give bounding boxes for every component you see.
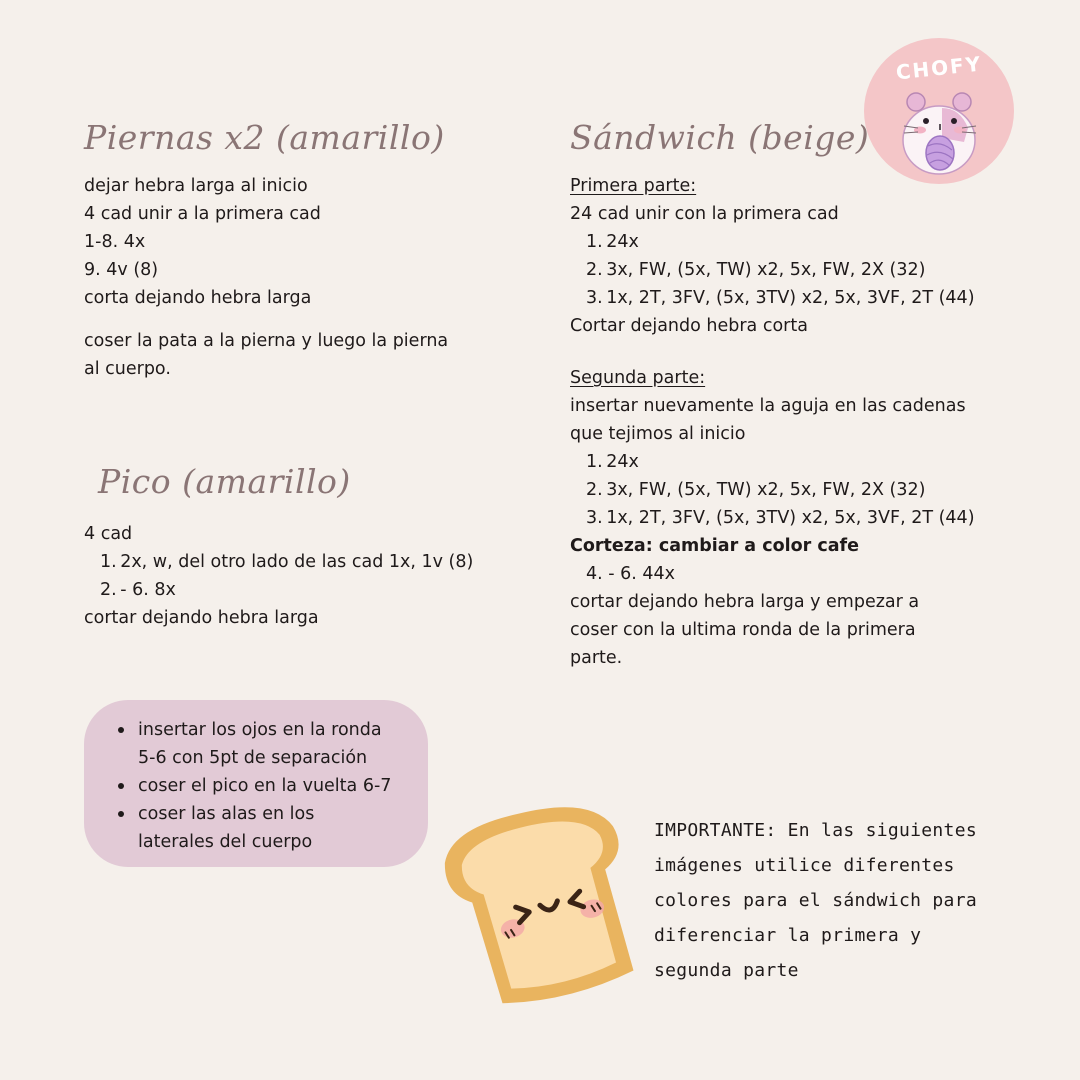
part2-outro: parte. [570,648,623,668]
part1-step: 1. 24x [586,232,639,252]
tip-item: coser el pico en la vuelta 6-7 [118,772,408,800]
legs-line: 4 cad unir a la primera cad [84,204,321,224]
beak-title: Pico (amarillo) [98,462,351,501]
part1-heading: Primera parte: [570,176,697,196]
legs-line: 9. 4v (8) [84,260,159,280]
sandwich-title: Sándwich (beige) [570,118,870,157]
part1-step: 3. 1x, 2T, 3FV, (5x, 3TV) x2, 5x, 3VF, 2T (44) [586,288,975,308]
important-note [654,813,977,988]
part2-step: 1. 24x [586,452,639,472]
part2-outro: coser con la ultima ronda de la primera [570,620,916,640]
chofy-logo [864,38,1014,184]
sandwich-instructions [570,172,975,672]
part1-step: 2. 3x, FW, (5x, TW) x2, 5x, FW, 2X (32) [586,260,926,280]
part1-outro: Cortar dejando hebra corta [570,316,808,336]
legs-note-line: al cuerpo. [84,359,171,379]
important-line: diferenciar la primera y [654,925,922,946]
legs-line: dejar hebra larga al inicio [84,176,308,196]
kawaii-toast-icon [440,800,650,1005]
beak-outro: cortar dejando hebra larga [84,608,319,628]
part1-intro: 24 cad unir con la primera cad [570,204,839,224]
legs-line: corta dejando hebra larga [84,288,312,308]
tip-item: insertar los ojos en la ronda 5-6 con 5pt de separación [118,716,408,772]
part2-heading: Segunda parte: [570,368,706,388]
part2-intro: insertar nuevamente la aguja en las cadenas [570,396,966,416]
tip-item: coser las alas en los laterales del cuerpo [118,800,408,856]
legs-title: Piernas x2 (amarillo) [84,118,445,157]
important-line: colores para el sándwich para [654,890,977,911]
beak-instructions [84,520,473,632]
crust-label: Corteza: cambiar a color cafe [570,536,859,556]
legs-line: 1-8. 4x [84,232,146,252]
tips-list [118,716,408,856]
beak-step: 1. 2x, w, del otro lado de las cad 1x, 1v (8) [100,552,474,572]
important-line: segunda parte [654,960,799,981]
part2-intro: que tejimos al inicio [570,424,746,444]
important-line: IMPORTANTE: En las siguientes [654,820,977,841]
part2-outro: cortar dejando hebra larga y empezar a [570,592,920,612]
assembly-tips-box [84,700,428,867]
crust-step: 4. - 6. 44x [586,564,676,584]
legs-instructions [84,172,448,383]
part2-step: 2. 3x, FW, (5x, TW) x2, 5x, FW, 2X (32) [586,480,926,500]
part2-step: 3. 1x, 2T, 3FV, (5x, 3TV) x2, 5x, 3VF, 2T (44) [586,508,975,528]
beak-intro: 4 cad [84,524,133,544]
logo-text: CHOFY [894,51,984,85]
beak-step: 2. - 6. 8x [100,580,176,600]
important-line: imágenes utilice diferentes [654,855,955,876]
legs-note-line: coser la pata a la pierna y luego la pierna [84,331,449,351]
